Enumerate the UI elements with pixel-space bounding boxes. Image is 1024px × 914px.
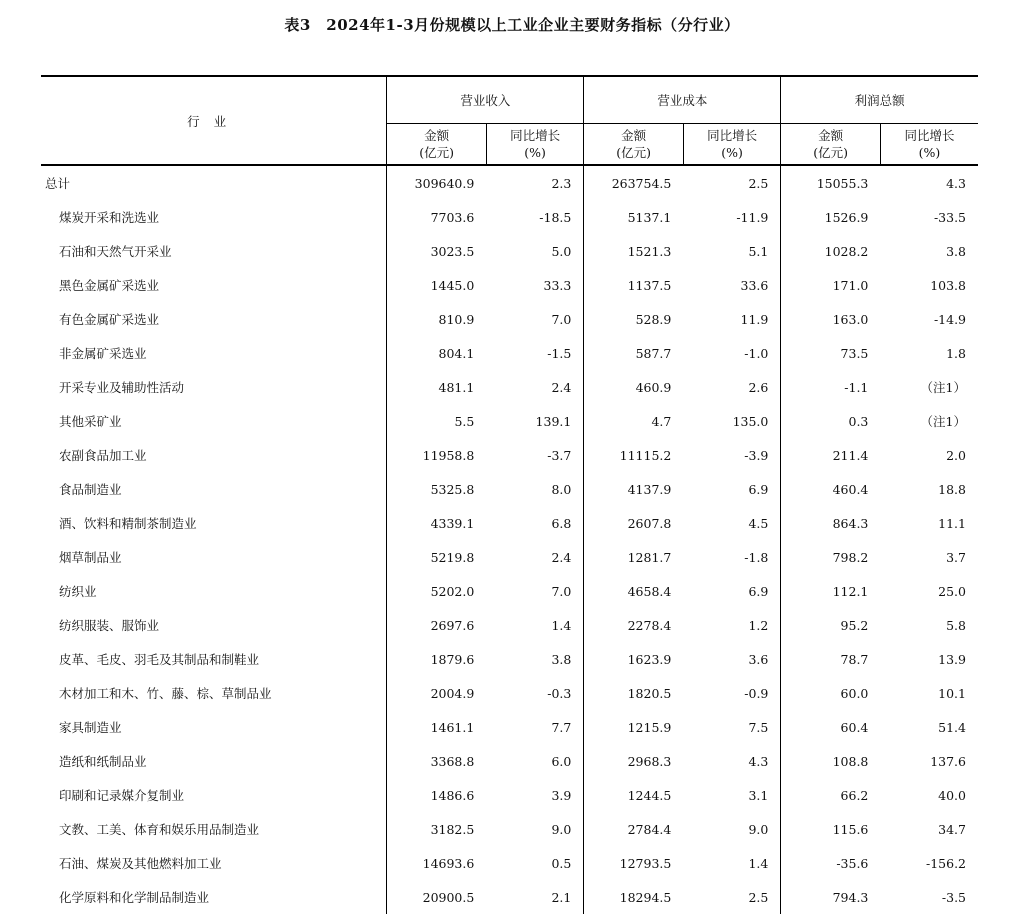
industry-name-cell: 造纸和纸制品业 bbox=[59, 754, 147, 769]
growth-cell: 10.1 bbox=[938, 685, 966, 701]
growth-cell: -3.7 bbox=[547, 447, 572, 463]
revenue-header: 营业收入 bbox=[387, 76, 584, 124]
industry-name-cell: 总计 bbox=[45, 176, 71, 191]
amount-cell: 2607.8 bbox=[584, 506, 684, 540]
amount-cell: 211.4 bbox=[781, 438, 881, 472]
amount-cell: 3182.5 bbox=[387, 812, 487, 846]
growth-cell: 6.9 bbox=[748, 481, 769, 497]
growth-cell: -33.5 bbox=[933, 209, 966, 225]
growth-cell: 11.9 bbox=[740, 311, 769, 327]
growth-cell: -0.3 bbox=[547, 685, 572, 701]
industry-name-cell: 其他采矿业 bbox=[59, 414, 122, 429]
growth-cell: 2.3 bbox=[551, 175, 572, 191]
growth-cell: 11.1 bbox=[938, 515, 966, 531]
table-row bbox=[41, 778, 978, 812]
amount-cell: 11115.2 bbox=[584, 438, 684, 472]
growth-cell: 4.5 bbox=[748, 515, 769, 531]
amount-cell: 1281.7 bbox=[584, 540, 684, 574]
amount-cell: 460.4 bbox=[781, 472, 881, 506]
amount-cell: 5219.8 bbox=[387, 540, 487, 574]
amount-cell: 309640.9 bbox=[387, 165, 487, 200]
growth-cell: -1.5 bbox=[547, 345, 572, 361]
amount-cell: 810.9 bbox=[387, 302, 487, 336]
growth-cell: 4.3 bbox=[946, 175, 966, 191]
industry-name-cell: 黑色金属矿采选业 bbox=[59, 278, 160, 293]
growth-cell: 3.6 bbox=[748, 651, 769, 667]
amount-cell: 14693.6 bbox=[387, 846, 487, 880]
growth-cell: 51.4 bbox=[938, 719, 966, 735]
growth-cell: 3.8 bbox=[551, 651, 572, 667]
amount-subheader: 金额 (亿元) bbox=[387, 124, 487, 166]
growth-cell: 137.6 bbox=[930, 753, 966, 769]
amount-cell: 171.0 bbox=[781, 268, 881, 302]
table-row bbox=[41, 676, 978, 710]
growth-cell: 7.7 bbox=[551, 719, 572, 735]
amount-cell: 1521.3 bbox=[584, 234, 684, 268]
table-row bbox=[41, 200, 978, 234]
growth-cell: 2.1 bbox=[551, 889, 572, 905]
growth-cell: 1.2 bbox=[748, 617, 769, 633]
industry-name-cell: 酒、饮料和精制茶制造业 bbox=[59, 516, 197, 531]
growth-subheader: 同比增长 (%) bbox=[486, 124, 584, 166]
table-row bbox=[41, 268, 978, 302]
amount-cell: 1028.2 bbox=[781, 234, 881, 268]
amount-cell: -1.1 bbox=[781, 370, 881, 404]
table-row bbox=[41, 438, 978, 472]
table-row bbox=[41, 506, 978, 540]
amount-cell: 7703.6 bbox=[387, 200, 487, 234]
table-row bbox=[41, 404, 978, 438]
industry-name-cell: 纺织服装、服饰业 bbox=[59, 618, 160, 633]
growth-cell: 3.1 bbox=[748, 787, 769, 803]
industry-name-cell: 印刷和记录媒介复制业 bbox=[59, 788, 185, 803]
amount-subheader: 金额 (亿元) bbox=[781, 124, 881, 166]
growth-cell: 4.3 bbox=[748, 753, 769, 769]
table-row bbox=[41, 336, 978, 370]
growth-cell: 33.3 bbox=[543, 277, 572, 293]
amount-cell: 2004.9 bbox=[387, 676, 487, 710]
growth-cell: -18.5 bbox=[539, 209, 572, 225]
industry-name-cell: 家具制造业 bbox=[59, 720, 122, 735]
industry-name-cell: 皮革、毛皮、羽毛及其制品和制鞋业 bbox=[59, 652, 260, 667]
amount-cell: 1623.9 bbox=[584, 642, 684, 676]
cost-header: 营业成本 bbox=[584, 76, 781, 124]
amount-cell: 804.1 bbox=[387, 336, 487, 370]
amount-cell: 1486.6 bbox=[387, 778, 487, 812]
amount-cell: 1526.9 bbox=[781, 200, 881, 234]
industry-name-cell: 木材加工和木、竹、藤、棕、草制品业 bbox=[59, 686, 272, 701]
table-row bbox=[41, 472, 978, 506]
amount-cell: 66.2 bbox=[781, 778, 881, 812]
amount-cell: 798.2 bbox=[781, 540, 881, 574]
amount-cell: 5325.8 bbox=[387, 472, 487, 506]
amount-cell: 5137.1 bbox=[584, 200, 684, 234]
page-title: 表3 2024年1-3月份规模以上工业企业主要财务指标（分行业） bbox=[284, 16, 740, 34]
amount-cell: 864.3 bbox=[781, 506, 881, 540]
amount-cell: 73.5 bbox=[781, 336, 881, 370]
growth-cell: 103.8 bbox=[930, 277, 966, 293]
industry-name-cell: 纺织业 bbox=[59, 584, 97, 599]
amount-cell: 2968.3 bbox=[584, 744, 684, 778]
growth-cell: -1.0 bbox=[744, 345, 769, 361]
growth-cell: 2.6 bbox=[748, 379, 769, 395]
growth-cell: 2.5 bbox=[748, 889, 769, 905]
amount-cell: -35.6 bbox=[781, 846, 881, 880]
growth-cell: 25.0 bbox=[938, 583, 966, 599]
growth-cell: 3.7 bbox=[946, 549, 966, 565]
amount-cell: 3023.5 bbox=[387, 234, 487, 268]
growth-cell: 2.4 bbox=[551, 379, 572, 395]
growth-cell: -3.5 bbox=[941, 889, 966, 905]
table-row bbox=[41, 812, 978, 846]
amount-cell: 0.3 bbox=[781, 404, 881, 438]
growth-cell: 5.0 bbox=[551, 243, 572, 259]
growth-cell: 5.8 bbox=[946, 617, 966, 633]
amount-cell: 460.9 bbox=[584, 370, 684, 404]
growth-cell: 6.9 bbox=[748, 583, 769, 599]
growth-cell: 13.9 bbox=[938, 651, 966, 667]
table-row bbox=[41, 370, 978, 404]
amount-cell: 4.7 bbox=[584, 404, 684, 438]
amount-cell: 1137.5 bbox=[584, 268, 684, 302]
amount-cell: 263754.5 bbox=[584, 165, 684, 200]
growth-cell: 2.5 bbox=[748, 175, 769, 191]
growth-cell: 2.4 bbox=[551, 549, 572, 565]
amount-cell: 2697.6 bbox=[387, 608, 487, 642]
growth-subheader: 同比增长 (%) bbox=[880, 124, 978, 166]
table-row bbox=[41, 710, 978, 744]
growth-cell: 7.0 bbox=[551, 583, 572, 599]
table-row bbox=[41, 744, 978, 778]
financial-indicators-table bbox=[41, 75, 978, 914]
amount-cell: 11958.8 bbox=[387, 438, 487, 472]
table-row bbox=[41, 234, 978, 268]
amount-cell: 4658.4 bbox=[584, 574, 684, 608]
growth-cell: 6.0 bbox=[551, 753, 572, 769]
growth-cell: 40.0 bbox=[938, 787, 966, 803]
amount-cell: 20900.5 bbox=[387, 880, 487, 914]
amount-cell: 115.6 bbox=[781, 812, 881, 846]
amount-cell: 2278.4 bbox=[584, 608, 684, 642]
table-row bbox=[41, 302, 978, 336]
amount-cell: 60.0 bbox=[781, 676, 881, 710]
industry-name-cell: 文教、工美、体育和娱乐用品制造业 bbox=[59, 822, 260, 837]
industry-name-cell: 有色金属矿采选业 bbox=[59, 312, 160, 327]
table-row bbox=[41, 574, 978, 608]
growth-cell: -0.9 bbox=[744, 685, 769, 701]
industry-name-cell: 石油和天然气开采业 bbox=[59, 244, 172, 259]
industry-name-cell: 煤炭开采和洗选业 bbox=[59, 210, 160, 225]
growth-cell: 1.4 bbox=[551, 617, 572, 633]
growth-cell: 3.8 bbox=[946, 243, 966, 259]
growth-cell: 9.0 bbox=[748, 821, 769, 837]
amount-cell: 1215.9 bbox=[584, 710, 684, 744]
growth-cell: 7.5 bbox=[748, 719, 769, 735]
profit-header: 利润总额 bbox=[781, 76, 978, 124]
growth-cell: 3.9 bbox=[551, 787, 572, 803]
amount-cell: 1244.5 bbox=[584, 778, 684, 812]
industry-name-cell: 农副食品加工业 bbox=[59, 448, 147, 463]
industry-header: 行业 bbox=[41, 76, 387, 165]
growth-cell: -14.9 bbox=[933, 311, 966, 327]
table-row bbox=[41, 540, 978, 574]
industry-name-cell: 非金属矿采选业 bbox=[59, 346, 147, 361]
amount-cell: 2784.4 bbox=[584, 812, 684, 846]
industry-name-cell: 化学原料和化学制品制造业 bbox=[59, 890, 210, 905]
growth-cell: 18.8 bbox=[938, 481, 966, 497]
amount-cell: 794.3 bbox=[781, 880, 881, 914]
growth-cell: 135.0 bbox=[732, 413, 769, 429]
growth-cell: 7.0 bbox=[551, 311, 572, 327]
amount-cell: 5.5 bbox=[387, 404, 487, 438]
amount-cell: 1820.5 bbox=[584, 676, 684, 710]
growth-cell: （注1） bbox=[920, 414, 966, 429]
industry-name-cell: 石油、煤炭及其他燃料加工业 bbox=[59, 856, 222, 871]
amount-subheader: 金额 (亿元) bbox=[584, 124, 684, 166]
table-row bbox=[41, 846, 978, 880]
table-row bbox=[41, 880, 978, 914]
growth-cell: 8.0 bbox=[551, 481, 572, 497]
growth-cell: 139.1 bbox=[535, 413, 572, 429]
growth-subheader: 同比增长 (%) bbox=[683, 124, 781, 166]
growth-cell: 34.7 bbox=[938, 821, 966, 837]
amount-cell: 1445.0 bbox=[387, 268, 487, 302]
growth-cell: 1.4 bbox=[748, 855, 769, 871]
amount-cell: 528.9 bbox=[584, 302, 684, 336]
amount-cell: 4137.9 bbox=[584, 472, 684, 506]
growth-cell: -156.2 bbox=[925, 855, 966, 871]
industry-name-cell: 烟草制品业 bbox=[59, 550, 122, 565]
amount-cell: 1879.6 bbox=[387, 642, 487, 676]
growth-cell: （注1） bbox=[920, 380, 966, 395]
industry-name-cell: 食品制造业 bbox=[59, 482, 122, 497]
amount-cell: 15055.3 bbox=[781, 165, 881, 200]
growth-cell: 33.6 bbox=[740, 277, 769, 293]
growth-cell: 1.8 bbox=[946, 345, 966, 361]
amount-cell: 5202.0 bbox=[387, 574, 487, 608]
table-row-total bbox=[41, 165, 978, 200]
growth-cell: 2.0 bbox=[946, 447, 966, 463]
growth-cell: 5.1 bbox=[748, 243, 769, 259]
amount-cell: 481.1 bbox=[387, 370, 487, 404]
table-row bbox=[41, 642, 978, 676]
amount-cell: 60.4 bbox=[781, 710, 881, 744]
growth-cell: -1.8 bbox=[744, 549, 769, 565]
amount-cell: 78.7 bbox=[781, 642, 881, 676]
amount-cell: 163.0 bbox=[781, 302, 881, 336]
amount-cell: 3368.8 bbox=[387, 744, 487, 778]
table-row bbox=[41, 608, 978, 642]
growth-cell: 6.8 bbox=[551, 515, 572, 531]
amount-cell: 4339.1 bbox=[387, 506, 487, 540]
amount-cell: 108.8 bbox=[781, 744, 881, 778]
amount-cell: 1461.1 bbox=[387, 710, 487, 744]
amount-cell: 112.1 bbox=[781, 574, 881, 608]
growth-cell: -11.9 bbox=[736, 209, 769, 225]
table-body bbox=[41, 165, 978, 914]
amount-cell: 12793.5 bbox=[584, 846, 684, 880]
growth-cell: 9.0 bbox=[551, 821, 572, 837]
industry-name-cell: 开采专业及辅助性活动 bbox=[59, 380, 185, 395]
amount-cell: 18294.5 bbox=[584, 880, 684, 914]
amount-cell: 587.7 bbox=[584, 336, 684, 370]
growth-cell: 0.5 bbox=[551, 855, 572, 871]
amount-cell: 95.2 bbox=[781, 608, 881, 642]
growth-cell: -3.9 bbox=[744, 447, 769, 463]
